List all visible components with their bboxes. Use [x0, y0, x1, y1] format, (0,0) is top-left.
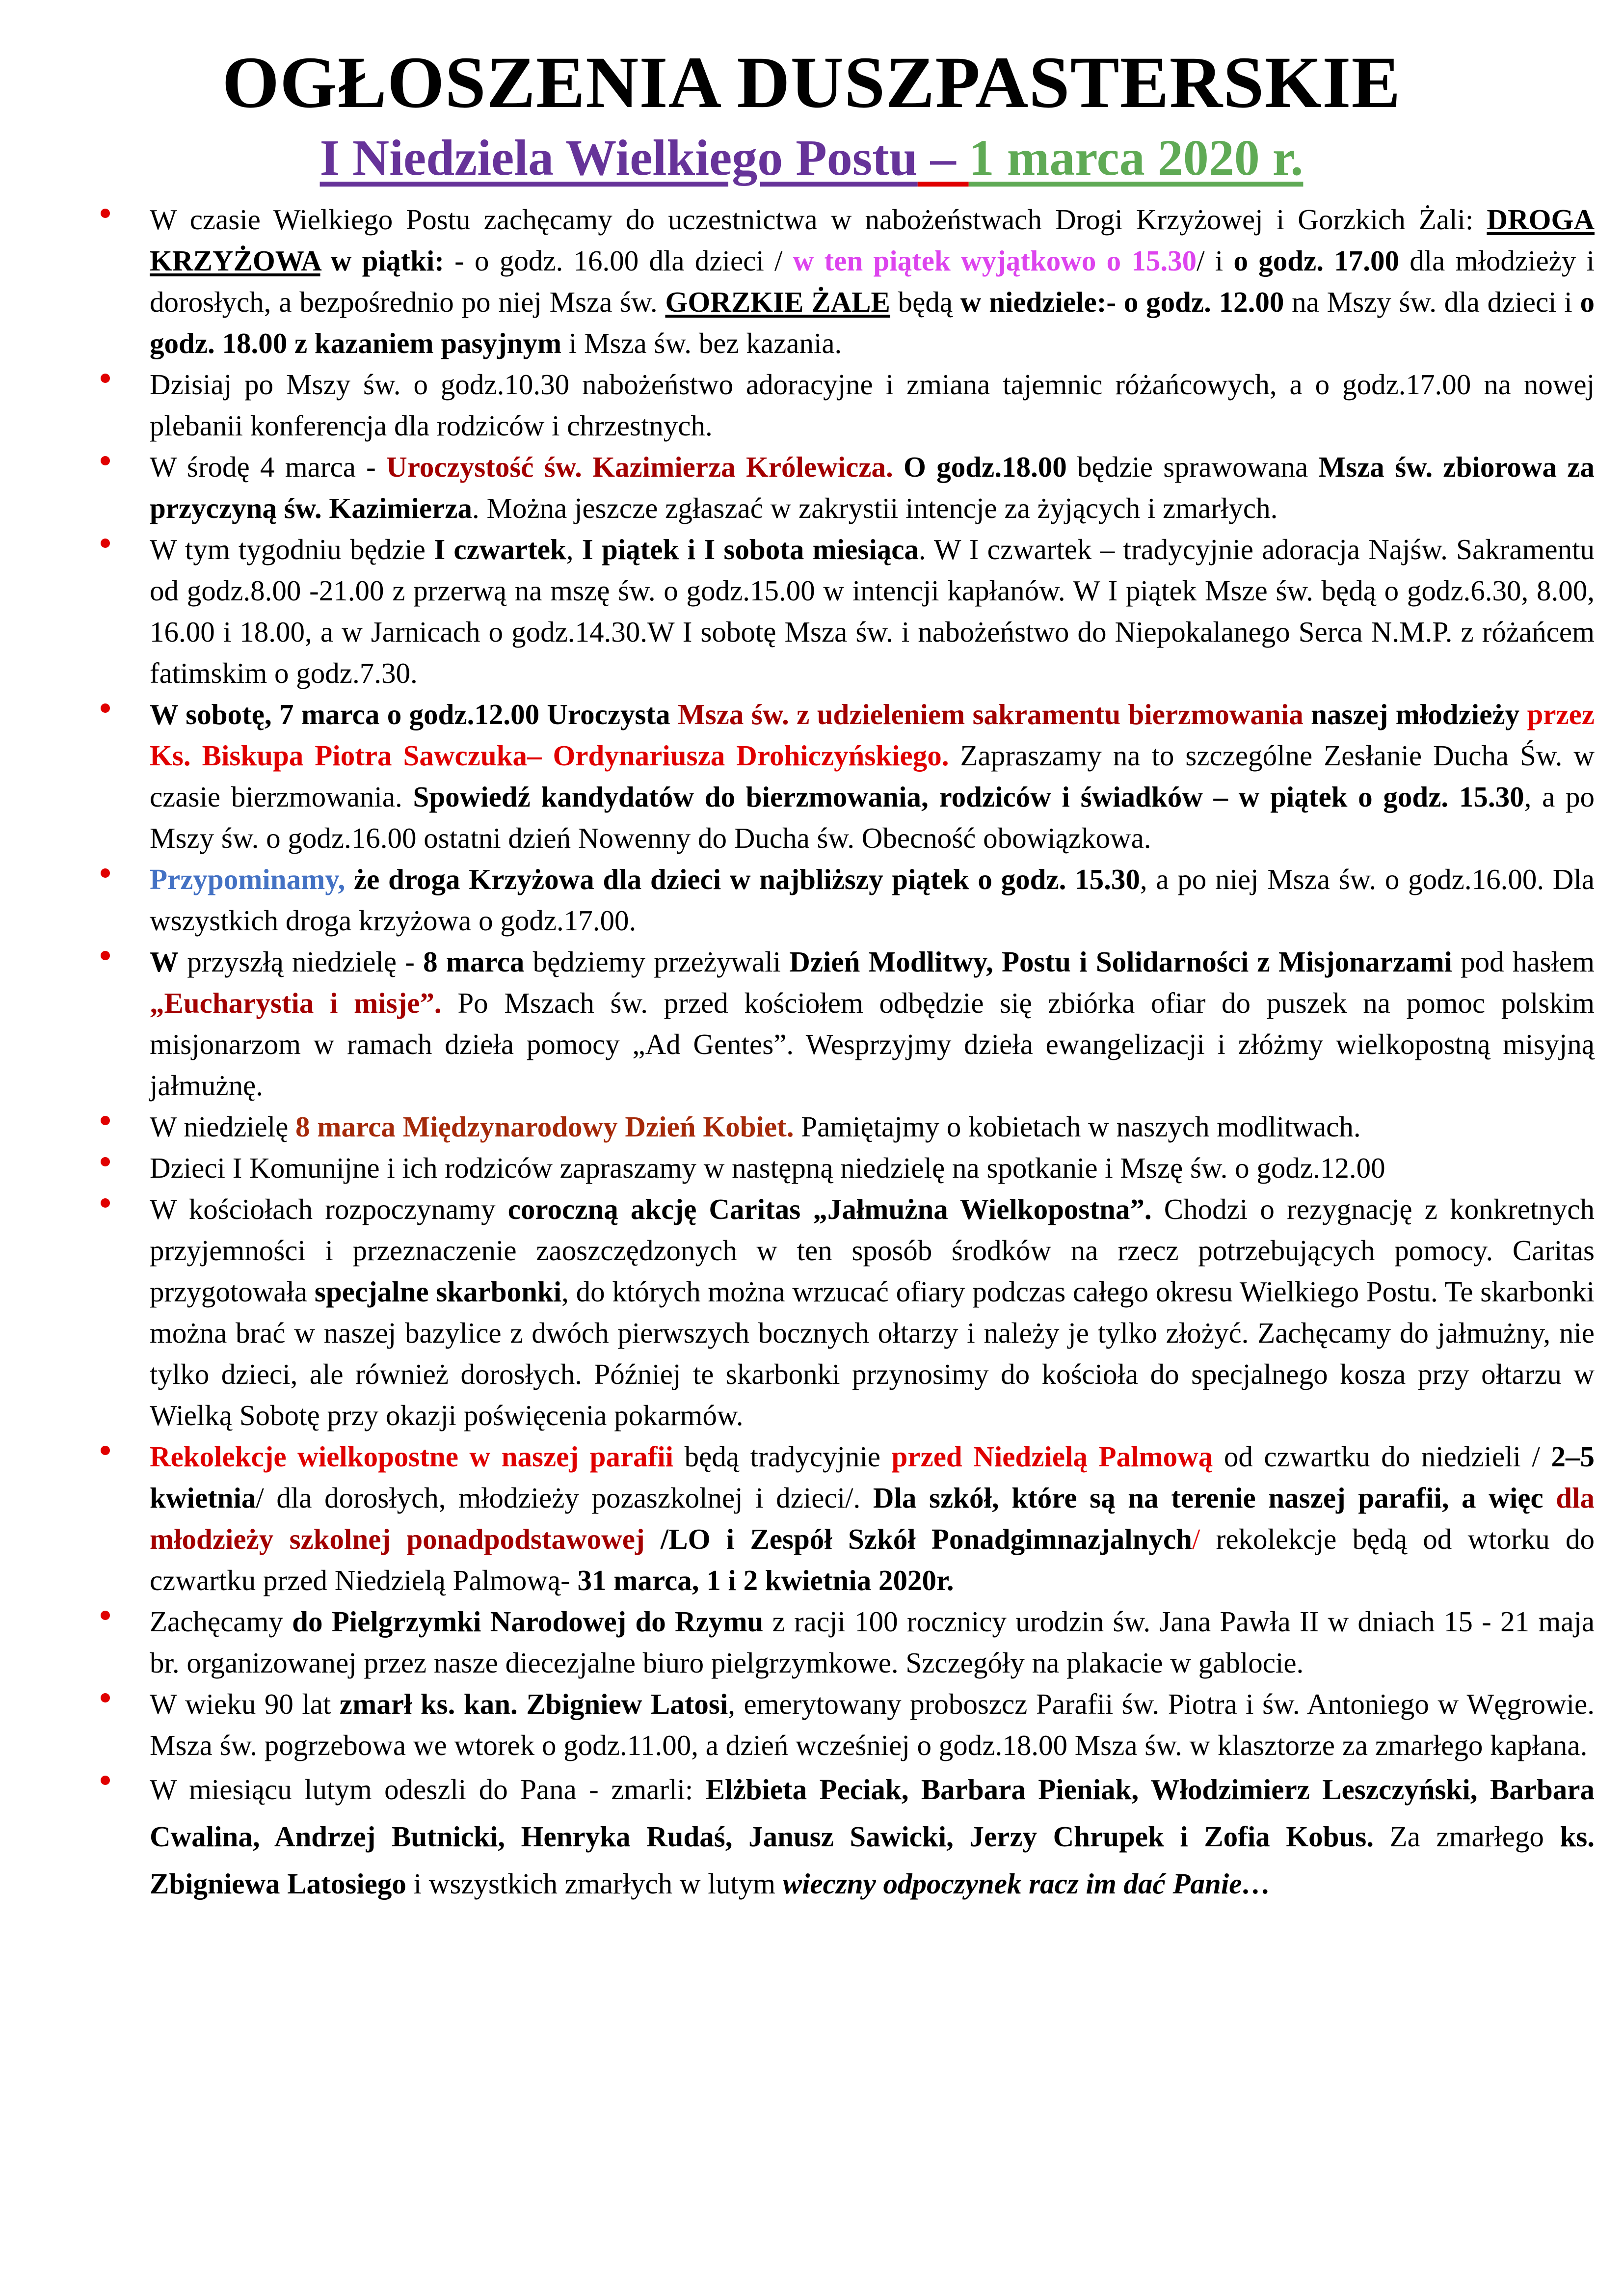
announcement-text-segment: W tym tygodniu będzie — [150, 533, 434, 566]
announcement-text-segment: Dzień Modlitwy, Postu i Solidarności z Misjonarzami — [789, 945, 1452, 978]
announcement-text-segment: będą tradycyjnie — [673, 1440, 892, 1473]
announcement-text-segment: coroczną akcję Caritas „Jałmużna Wielkopostna”. — [507, 1193, 1152, 1225]
announcement-text-segment: GORZKIE ŻALE — [665, 286, 890, 318]
announcement-text-segment: Za zmarłego — [1374, 1820, 1560, 1853]
announcement-text-segment: specjalne skarbonki — [314, 1275, 562, 1308]
announcement-item — [0, 364, 1623, 446]
announcement-text-segment: Dzieci I Komunijne i ich rodziców zapraszamy w następną niedzielę na spotkanie i Mszę św. o godz.12.00 — [150, 1152, 1385, 1184]
announcement-text-segment: Rekolekcje wielkopostne w naszej parafii — [150, 1440, 674, 1473]
announcement-item — [0, 1683, 1623, 1766]
announcement-text-segment: Chodzi o rezygnację z konkretnych przyjemności i przeznaczenie zaoszczędzonych w ten sposób środków na rzecz potrzebujących pomocy. Caritas przygotowała — [150, 1193, 1595, 1308]
announcement-text-segment: wieczny odpoczynek racz im dać Panie… — [782, 1867, 1271, 1900]
announcement-text-segment: pod hasłem — [1452, 945, 1595, 978]
announcement-text-segment: od czwartku do niedzieli / — [1213, 1440, 1551, 1473]
bullet-dot-icon — [101, 456, 110, 465]
announcement-text-segment: naszej młodzieży — [1303, 698, 1527, 730]
announcement-text-segment: , emerytowany proboszcz Parafii św. Piotra i św. Antoniego w Węgrowie. Msza św. pogrzebowa we wtorek o godz.11.00, a dzień wcześniej o godz.18.00 Msza św. w klasztorze za zmarłego kapłana. — [150, 1688, 1595, 1761]
announcement-text-segment: DROGA KRZYŻOWA — [150, 203, 1595, 277]
announcement-item — [0, 1147, 1623, 1189]
announcement-text-segment: Po Mszach św. przed kościołem odbędzie się zbiórka ofiar do puszek na pomoc polskim misjonarzom w ramach dzieła pomocy „Ad Gentes”. Wesprzyjmy dzieła ewangelizacji i złóżmy wielkopostną misyjną jałmużnę. — [150, 987, 1595, 1102]
announcement-text-segment: O — [904, 451, 926, 483]
announcement-text-segment: będziemy przeżywali — [524, 945, 790, 978]
announcement-item — [0, 1766, 1623, 1907]
announcement-text-segment: / — [1192, 1523, 1200, 1555]
announcement-text-segment: , a po niej Msza św. o godz.16.00. Dla wszystkich droga krzyżowa o godz.17.00. — [150, 863, 1595, 937]
announcement-text-segment: , do których można wrzucać ofiary podczas całego okresu Wielkiego Postu. Te skarbonki można brać w naszej bazylice z dwóch pierwszych bocznych ołtarzy i należy je tylko złożyć. Zachęcamy do jałmużny, nie tylko dzieci, ale również dorosłych. Później te skarbonki przynosimy do kościoła do specjalnego kosza przy ołtarzu w Wielką Sobotę przy okazji poświęcenia pokarmów. — [150, 1275, 1595, 1432]
announcement-item — [0, 941, 1623, 1106]
announcement-text-segment: przed Niedzielą Palmową — [891, 1440, 1213, 1473]
announcement-text-segment: 8 marca Międzynarodowy Dzień Kobiet. — [295, 1110, 794, 1143]
announcement-text-segment: Zachęcamy — [150, 1605, 293, 1638]
announcement-text-segment: . Można jeszcze zgłaszać w zakrystii intencje za żyjących i zmarłych. — [472, 492, 1278, 524]
announcement-text-segment: Elżbieta Peciak, Barbara Pieniak, Włodzimierz Leszczyński, Barbara Cwalina, Andrzej Butnicki, Henryka Rudaś, Janusz Sawicki, Jerzy Chrupek i Zofia Kobus. — [150, 1773, 1595, 1853]
announcement-text-segment: I czwartek — [434, 533, 566, 566]
announcement-text-segment: 2–5 kwietnia — [150, 1440, 1595, 1514]
announcement-text-segment: /LO i Zespół Szkół Ponadgimnazjalnych — [644, 1523, 1192, 1555]
announcement-text-segment: i wszystkich zmarłych w lutym — [406, 1867, 783, 1900]
announcement-list — [0, 199, 1623, 1907]
bullet-dot-icon — [101, 1446, 110, 1455]
announcement-text-segment — [893, 451, 904, 483]
announcement-text-segment: Msza św. zbiorowa za przyczyną św. Kazimierza — [150, 451, 1595, 524]
announcement-text-segment: / i — [1197, 244, 1234, 277]
announcement-text-segment: / dla dorosłych, młodzieży pozaszkolnej i dzieci/. — [256, 1482, 873, 1514]
bullet-dot-icon — [101, 1693, 110, 1702]
announcement-text-segment: że droga Krzyżowa dla dzieci w najbliższy piątek o godz. 15.30 — [345, 863, 1140, 895]
announcement-item — [0, 529, 1623, 694]
announcement-text-segment: W środę 4 marca - — [150, 451, 387, 483]
page-subtitle — [0, 129, 1623, 188]
page-title: OGŁOSZENIA DUSZPASTERSKIE — [222, 42, 1401, 123]
subtitle-dash: – — [917, 130, 969, 186]
announcement-item — [0, 1601, 1623, 1683]
announcement-text-segment: W niedzielę — [150, 1110, 296, 1143]
announcement-text-segment: w ten piątek wyjątkowo o 15.30 — [793, 244, 1197, 277]
announcement-text-segment: W kościołach rozpoczynamy — [150, 1193, 508, 1225]
announcement-text-segment: Dzisiaj po Mszy św. o godz.10.30 nabożeństwo adoracyjne i zmiana tajemnic różańcowych, a o godz.17.00 na nowej plebanii konferencja dla rodziców i chrzestnych. — [150, 368, 1595, 442]
bullet-dot-icon — [101, 1198, 110, 1208]
announcement-item — [0, 199, 1623, 364]
announcement-text-segment: Uroczystość św. Kazimierza Królewicza. — [386, 451, 893, 483]
announcement-text-segment: Zapraszamy na to szczególne Zesłanie Ducha Św. w czasie bierzmowania. — [150, 739, 1595, 813]
announcement-text-segment: 8 marca — [423, 945, 525, 978]
announcement-text-segment: ks. Zbigniewa Latosiego — [150, 1820, 1595, 1900]
announcement-item — [0, 1436, 1623, 1601]
announcement-text-segment: przyszłą niedzielę - — [179, 945, 424, 978]
announcement-item — [0, 446, 1623, 529]
bullet-dot-icon — [101, 703, 110, 713]
announcement-text-segment: W sobotę, 7 marca o godz.12.00 Uroczysta — [150, 698, 678, 730]
bullet-dot-icon — [101, 1611, 110, 1620]
announcement-text-segment: do Pielgrzymki Narodowej do Rzymu — [292, 1605, 764, 1638]
announcement-text-segment: Msza św. z udzieleniem sakramentu bierzmowania — [678, 698, 1304, 730]
bullet-dot-icon — [101, 539, 110, 548]
announcement-text-segment: dla młodzieży szkolnej ponadpodstawowej — [150, 1482, 1595, 1555]
announcement-text-segment: W wieku 90 lat — [150, 1688, 340, 1720]
announcement-text-segment: - o godz. 16.00 dla dzieci / — [454, 244, 793, 277]
announcement-item — [0, 694, 1623, 859]
announcement-text-segment: I piątek i I sobota miesiąca — [582, 533, 919, 566]
announcement-text-segment: będzie sprawowana — [1066, 451, 1319, 483]
bullet-dot-icon — [101, 1116, 110, 1125]
announcement-text-segment: zmarł ks. kan. Zbigniew Latosi — [339, 1688, 728, 1720]
bullet-dot-icon — [101, 1157, 110, 1166]
announcement-text-segment: dla młodzieży i dorosłych, a bezpośrednio po niej Msza św. — [150, 244, 1595, 318]
announcement-text-segment: przez Ks. Biskupa Piotra Sawczuka– Ordynariusza Drohiczyńskiego. — [150, 698, 1595, 772]
bullet-dot-icon — [101, 951, 110, 960]
announcement-text-segment: , — [566, 533, 582, 566]
subtitle-sunday-name: I Niedziela Wielkiego Postu — [319, 130, 918, 186]
announcement-text-segment: o godz. 17.00 — [1233, 244, 1399, 277]
bullet-dot-icon — [101, 374, 110, 383]
announcement-text-segment: i Msza św. bez kazania. — [561, 327, 842, 359]
bullet-dot-icon — [101, 868, 110, 878]
announcement-text-segment: 31 marca, 1 i 2 kwietnia 2020r. — [577, 1564, 954, 1596]
announcement-item — [0, 1189, 1623, 1436]
announcement-text-segment: z racji 100 rocznicy urodzin św. Jana Pawła II w dniach 15 - 21 maja br. organizowanej przez nasze diecezjalne biuro pielgrzymkowe. Szczegóły na plakacie w gablocie. — [150, 1605, 1595, 1679]
announcement-text-segment: . W I czwartek – tradycyjnie adoracja Najśw. Sakramentu od godz.8.00 -21.00 z przerwą na mszę św. o godz.15.00 w intencji kapłanów. W I piątek Msze św. będą o godz.6.30, 8.00, 16.00 i 18.00, a w Jarnicach o godz.14.30.W I sobotę Msza św. i nabożeństwo do Niepokalanego Serca N.M.P. z różańcem fatimskim o godz.7.30. — [150, 533, 1595, 689]
announcement-text-segment: będą — [890, 286, 960, 318]
announcement-text-segment: W miesiącu lutym odeszli do Pana - zmarli: — [150, 1773, 706, 1806]
announcement-text-segment: Dla szkół, które są na terenie naszej parafii, a więc — [873, 1482, 1556, 1514]
announcement-text-segment: W — [150, 945, 179, 978]
announcement-text-segment: Pamiętajmy o kobietach w naszych modlitwach. — [794, 1110, 1361, 1143]
bullet-dot-icon — [101, 1776, 110, 1785]
announcement-text-segment: w piątki: — [320, 244, 455, 277]
announcement-text-segment: Przypominamy, — [150, 863, 346, 895]
announcement-text-segment: W czasie Wielkiego Postu zachęcamy do uczestnictwa w nabożeństwach Drogi Krzyżowej i Gorzkich Żali: — [150, 203, 1487, 236]
announcement-text-segment: w niedziele:- o godz. 12.00 — [960, 286, 1284, 318]
bullet-dot-icon — [101, 209, 110, 218]
announcement-item — [0, 1106, 1623, 1147]
announcement-text-segment: , a po Mszy św. o godz.16.00 ostatni dzień Nowenny do Ducha św. Obecność obowiązkowa. — [150, 781, 1595, 854]
announcement-text-segment: o godz. 18.00 z kazaniem pasyjnym — [150, 286, 1595, 359]
announcement-item — [0, 859, 1623, 941]
announcement-text-segment: Spowiedź kandydatów do bierzmowania, rodziców i świadków – w piątek o godz. 15.30 — [413, 781, 1524, 813]
announcement-text-segment: „Eucharystia i misje”. — [150, 987, 442, 1019]
announcement-text-segment: godz.18.00 — [926, 451, 1067, 483]
announcement-text-segment: na Mszy św. dla dzieci i — [1284, 286, 1580, 318]
announcement-text-segment: rekolekcje będą od wtorku do czwartku przed Niedzielą Palmową- — [150, 1523, 1595, 1596]
subtitle-date: 1 marca 2020 r. — [968, 130, 1304, 186]
